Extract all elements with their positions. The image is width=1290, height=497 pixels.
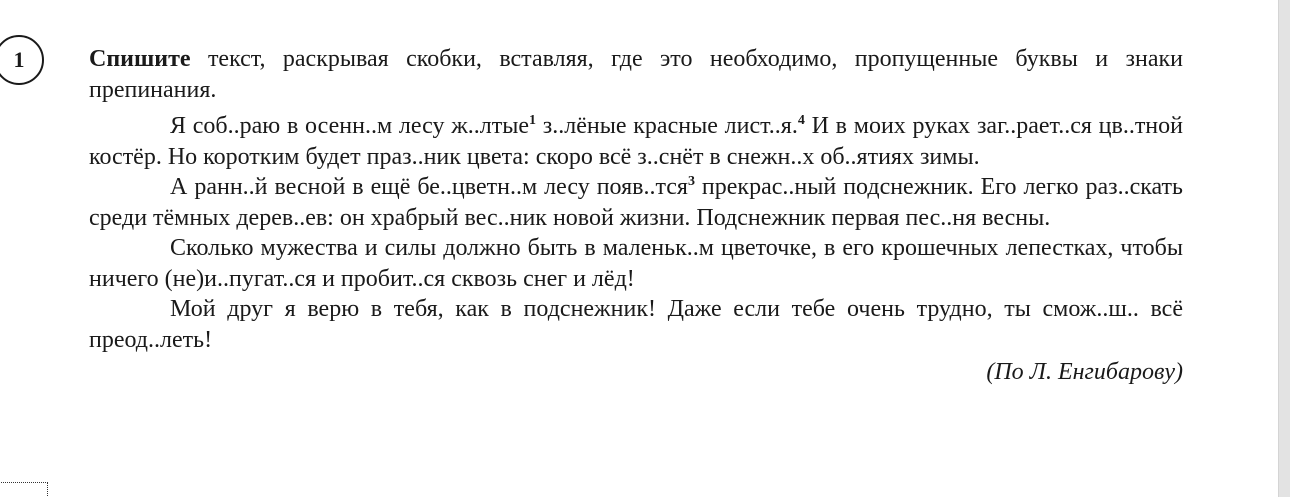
instruction-text: текст, раскрывая скобки, вставляя, где это необходимо, пропущенные буквы и знаки препинания. [89, 46, 1183, 103]
paragraph-4: Мой друг я верю в тебя, как в подснежник! Даже если тебе очень трудно, ты смож..ш.. всё преод..леть! [89, 296, 1183, 353]
paragraph-2-part-2: прекрас..ный подснежник. Его легко раз..скать среди тёмных дерев..ев: он храбрый вес..ник новой жизни. Подснежник первая пес..ня весны. [89, 174, 1183, 231]
source-attribution: (По Л. Енгибарову) [986, 359, 1183, 385]
footnote-mark-1: 1 [529, 113, 537, 128]
task-content [89, 44, 1183, 388]
paragraph-2 [89, 172, 1183, 233]
dotted-frame [0, 482, 48, 497]
task-instruction [89, 44, 1183, 105]
footnote-mark-3: 3 [687, 174, 695, 189]
paragraph-3: Сколько мужества и силы должно быть в маленьк..м цветочке, в его крошечных лепестках, чтобы ничего (не)и..пугат..ся и пробит..ся сквозь снег и лёд! [89, 235, 1183, 292]
paragraph-1-part-3: И в моих руках заг..рает..ся цв..тной костёр. Но коротким будет праз..ник цвета: скоро всё з..снёт в снежн..х об..ятиях зимы. [89, 113, 1183, 170]
paragraph-1 [89, 111, 1183, 172]
paragraph-1-part-1: Я соб..раю в осенн..м лесу ж..лтые [170, 113, 530, 139]
task-number: 1 [13, 47, 25, 72]
scrollbar-track[interactable] [1278, 0, 1290, 497]
paragraph-1-part-2: з..лёные красные лист..я. [536, 113, 798, 139]
footnote-mark-4: 4 [797, 113, 805, 128]
instruction-bold-word: Спишите [89, 46, 191, 72]
paragraph-2-part-1: А ранн..й весной в ещё бе..цветн..м лесу появ..тся [170, 174, 688, 200]
task-number-badge [0, 35, 44, 85]
